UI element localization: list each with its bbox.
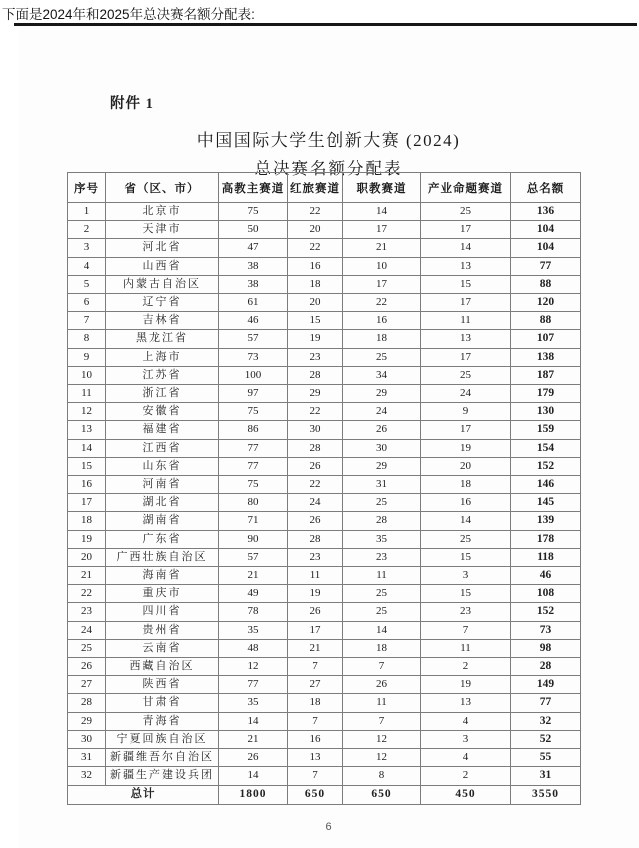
value-cell: 15: [421, 585, 511, 603]
province-cell: 上海市: [106, 348, 219, 366]
value-cell: 26: [288, 457, 343, 475]
province-cell: 海南省: [106, 567, 219, 585]
value-cell: 6: [68, 294, 106, 312]
document-title: 中国国际大学生创新大赛 (2024): [196, 131, 461, 150]
value-cell: 28: [68, 694, 106, 712]
value-cell: 24: [68, 621, 106, 639]
value-cell: 20: [288, 221, 343, 239]
value-cell: 38: [219, 257, 288, 275]
value-cell: 152: [511, 457, 581, 475]
header-cell: 序号: [68, 173, 106, 203]
value-cell: 32: [68, 767, 106, 785]
value-cell: 7: [343, 658, 421, 676]
value-cell: 24: [421, 385, 511, 403]
value-cell: 26: [288, 512, 343, 530]
province-cell: 北京市: [106, 203, 219, 221]
table-row: [68, 767, 581, 785]
value-cell: 18: [288, 694, 343, 712]
value-cell: 23: [68, 603, 106, 621]
value-cell: 18: [68, 512, 106, 530]
value-cell: 29: [343, 385, 421, 403]
value-cell: 130: [511, 403, 581, 421]
value-cell: 9: [68, 348, 106, 366]
value-cell: 13: [421, 330, 511, 348]
top-caption-bar: [0, 0, 639, 26]
value-cell: 38: [219, 275, 288, 293]
table-row: [68, 221, 581, 239]
province-cell: 天津市: [106, 221, 219, 239]
value-cell: 21: [219, 730, 288, 748]
value-cell: 23: [288, 348, 343, 366]
value-cell: 35: [219, 694, 288, 712]
value-cell: 18: [343, 330, 421, 348]
value-cell: 11: [288, 567, 343, 585]
attachment-label: 附件 1: [110, 96, 154, 112]
province-cell: 云南省: [106, 639, 219, 657]
value-cell: 149: [511, 676, 581, 694]
value-cell: 3: [421, 730, 511, 748]
value-cell: 26: [219, 749, 288, 767]
value-cell: 139: [511, 512, 581, 530]
value-cell: 78: [219, 603, 288, 621]
table-row: [68, 257, 581, 275]
value-cell: 18: [343, 639, 421, 657]
table-row: [68, 548, 581, 566]
value-cell: 50: [219, 221, 288, 239]
table-row: [68, 512, 581, 530]
value-cell: 12: [219, 658, 288, 676]
value-cell: 12: [343, 730, 421, 748]
value-cell: 97: [219, 385, 288, 403]
value-cell: 14: [421, 239, 511, 257]
province-cell: 四川省: [106, 603, 219, 621]
value-cell: 7: [288, 658, 343, 676]
value-cell: 77: [219, 457, 288, 475]
province-cell: 江苏省: [106, 366, 219, 384]
value-cell: 7: [343, 712, 421, 730]
table-row: [68, 639, 581, 657]
table-row: [68, 530, 581, 548]
value-cell: 15: [288, 312, 343, 330]
value-cell: 12: [68, 403, 106, 421]
value-cell: 104: [511, 239, 581, 257]
value-cell: 4: [421, 749, 511, 767]
quota-allocation-table: [67, 172, 581, 805]
table-row: [68, 694, 581, 712]
value-cell: 152: [511, 603, 581, 621]
value-cell: 22: [288, 403, 343, 421]
value-cell: 17: [288, 621, 343, 639]
total-value-cell: 450: [421, 785, 511, 804]
table-row: [68, 403, 581, 421]
value-cell: 13: [68, 421, 106, 439]
value-cell: 28: [288, 530, 343, 548]
table-row: [68, 621, 581, 639]
province-cell: 贵州省: [106, 621, 219, 639]
value-cell: 100: [219, 366, 288, 384]
value-cell: 75: [219, 476, 288, 494]
value-cell: 21: [219, 567, 288, 585]
value-cell: 14: [343, 203, 421, 221]
province-cell: 浙江省: [106, 385, 219, 403]
value-cell: 18: [288, 275, 343, 293]
value-cell: 25: [343, 348, 421, 366]
value-cell: 75: [219, 403, 288, 421]
value-cell: 14: [421, 512, 511, 530]
document-subtitle: 总决赛名额分配表: [254, 159, 403, 178]
value-cell: 17: [343, 221, 421, 239]
value-cell: 77: [511, 694, 581, 712]
value-cell: 55: [511, 749, 581, 767]
value-cell: 90: [219, 530, 288, 548]
value-cell: 80: [219, 494, 288, 512]
province-cell: 新疆维吾尔自治区: [106, 749, 219, 767]
value-cell: 11: [421, 312, 511, 330]
table-row: [68, 567, 581, 585]
value-cell: 52: [511, 730, 581, 748]
value-cell: 25: [68, 639, 106, 657]
value-cell: 77: [511, 257, 581, 275]
value-cell: 77: [219, 439, 288, 457]
table-row: [68, 348, 581, 366]
value-cell: 28: [343, 512, 421, 530]
table-row: [68, 203, 581, 221]
value-cell: 75: [219, 203, 288, 221]
table-row: [68, 603, 581, 621]
value-cell: 146: [511, 476, 581, 494]
value-cell: 29: [68, 712, 106, 730]
value-cell: 29: [343, 457, 421, 475]
caption-text: 下面是2024年和2025年总决赛名额分配表:: [2, 7, 255, 22]
value-cell: 88: [511, 275, 581, 293]
value-cell: 31: [511, 767, 581, 785]
province-cell: 陕西省: [106, 676, 219, 694]
table-row: [68, 239, 581, 257]
value-cell: 20: [68, 548, 106, 566]
province-cell: 宁夏回族自治区: [106, 730, 219, 748]
table-row: [68, 385, 581, 403]
value-cell: 25: [421, 530, 511, 548]
value-cell: 3: [68, 239, 106, 257]
value-cell: 2: [421, 767, 511, 785]
value-cell: 86: [219, 421, 288, 439]
table-row: [68, 439, 581, 457]
value-cell: 32: [511, 712, 581, 730]
value-cell: 16: [343, 312, 421, 330]
value-cell: 26: [343, 421, 421, 439]
value-cell: 22: [288, 239, 343, 257]
table-row: [68, 730, 581, 748]
value-cell: 25: [421, 366, 511, 384]
province-cell: 广东省: [106, 530, 219, 548]
header-cell: 产业命题赛道: [421, 173, 511, 203]
value-cell: 30: [343, 439, 421, 457]
value-cell: 12: [343, 749, 421, 767]
value-cell: 71: [219, 512, 288, 530]
table-row: [68, 712, 581, 730]
value-cell: 154: [511, 439, 581, 457]
header-row: [68, 173, 581, 203]
value-cell: 10: [68, 366, 106, 384]
value-cell: 10: [343, 257, 421, 275]
value-cell: 46: [219, 312, 288, 330]
province-cell: 甘肃省: [106, 694, 219, 712]
page-number: 6: [325, 821, 332, 833]
value-cell: 46: [511, 567, 581, 585]
total-row: [68, 785, 581, 804]
province-cell: 湖南省: [106, 512, 219, 530]
value-cell: 178: [511, 530, 581, 548]
value-cell: 25: [421, 203, 511, 221]
value-cell: 28: [511, 658, 581, 676]
table-row: [68, 476, 581, 494]
header-cell: 省（区、市）: [106, 173, 219, 203]
province-cell: 吉林省: [106, 312, 219, 330]
table-row: [68, 658, 581, 676]
value-cell: 73: [511, 621, 581, 639]
value-cell: 15: [421, 548, 511, 566]
value-cell: 19: [288, 585, 343, 603]
header-cell: 高教主赛道: [219, 173, 288, 203]
value-cell: 21: [68, 567, 106, 585]
value-cell: 25: [343, 603, 421, 621]
province-cell: 河南省: [106, 476, 219, 494]
province-cell: 西藏自治区: [106, 658, 219, 676]
value-cell: 16: [68, 476, 106, 494]
province-cell: 青海省: [106, 712, 219, 730]
value-cell: 20: [421, 457, 511, 475]
value-cell: 179: [511, 385, 581, 403]
value-cell: 145: [511, 494, 581, 512]
value-cell: 61: [219, 294, 288, 312]
value-cell: 77: [219, 676, 288, 694]
value-cell: 7: [288, 712, 343, 730]
value-cell: 21: [288, 639, 343, 657]
value-cell: 27: [68, 676, 106, 694]
value-cell: 47: [219, 239, 288, 257]
value-cell: 13: [421, 694, 511, 712]
province-cell: 辽宁省: [106, 294, 219, 312]
province-cell: 安徽省: [106, 403, 219, 421]
value-cell: 7: [288, 767, 343, 785]
value-cell: 21: [343, 239, 421, 257]
value-cell: 17: [421, 294, 511, 312]
value-cell: 24: [288, 494, 343, 512]
value-cell: 2: [421, 658, 511, 676]
province-cell: 福建省: [106, 421, 219, 439]
province-cell: 黑龙江省: [106, 330, 219, 348]
value-cell: 17: [421, 221, 511, 239]
table-row: [68, 312, 581, 330]
value-cell: 15: [68, 457, 106, 475]
value-cell: 187: [511, 366, 581, 384]
value-cell: 26: [68, 658, 106, 676]
value-cell: 15: [421, 275, 511, 293]
value-cell: 17: [421, 348, 511, 366]
value-cell: 49: [219, 585, 288, 603]
table-body: [68, 203, 581, 805]
value-cell: 35: [219, 621, 288, 639]
table-row: [68, 275, 581, 293]
table-row: [68, 421, 581, 439]
header-cell: 职教赛道: [343, 173, 421, 203]
value-cell: 5: [68, 275, 106, 293]
value-cell: 9: [421, 403, 511, 421]
header-cell: 红旅赛道: [288, 173, 343, 203]
value-cell: 23: [288, 548, 343, 566]
value-cell: 11: [68, 385, 106, 403]
value-cell: 138: [511, 348, 581, 366]
value-cell: 107: [511, 330, 581, 348]
value-cell: 16: [421, 494, 511, 512]
value-cell: 31: [343, 476, 421, 494]
value-cell: 14: [343, 621, 421, 639]
table-row: [68, 494, 581, 512]
value-cell: 118: [511, 548, 581, 566]
total-value-cell: 650: [343, 785, 421, 804]
value-cell: 13: [421, 257, 511, 275]
value-cell: 35: [343, 530, 421, 548]
value-cell: 14: [68, 439, 106, 457]
total-value-cell: 650: [288, 785, 343, 804]
value-cell: 108: [511, 585, 581, 603]
total-value-cell: 3550: [511, 785, 581, 804]
table-row: [68, 366, 581, 384]
value-cell: 26: [343, 676, 421, 694]
table-row: [68, 330, 581, 348]
value-cell: 159: [511, 421, 581, 439]
table-row: [68, 457, 581, 475]
value-cell: 28: [288, 366, 343, 384]
value-cell: 11: [343, 567, 421, 585]
value-cell: 23: [343, 548, 421, 566]
province-cell: 内蒙古自治区: [106, 275, 219, 293]
value-cell: 27: [288, 676, 343, 694]
header-cell: 总名额: [511, 173, 581, 203]
value-cell: 22: [288, 476, 343, 494]
value-cell: 23: [421, 603, 511, 621]
value-cell: 19: [288, 330, 343, 348]
table-row: [68, 585, 581, 603]
value-cell: 30: [68, 730, 106, 748]
value-cell: 3: [421, 567, 511, 585]
value-cell: 18: [421, 476, 511, 494]
table-row: [68, 676, 581, 694]
value-cell: 14: [219, 767, 288, 785]
value-cell: 19: [421, 676, 511, 694]
value-cell: 16: [288, 257, 343, 275]
value-cell: 4: [68, 257, 106, 275]
value-cell: 11: [421, 639, 511, 657]
value-cell: 17: [421, 421, 511, 439]
value-cell: 22: [288, 203, 343, 221]
value-cell: 25: [343, 494, 421, 512]
value-cell: 136: [511, 203, 581, 221]
total-value-cell: 1800: [219, 785, 288, 804]
value-cell: 26: [288, 603, 343, 621]
value-cell: 88: [511, 312, 581, 330]
value-cell: 28: [288, 439, 343, 457]
value-cell: 98: [511, 639, 581, 657]
value-cell: 73: [219, 348, 288, 366]
value-cell: 25: [343, 585, 421, 603]
table-row: [68, 294, 581, 312]
province-cell: 河北省: [106, 239, 219, 257]
province-cell: 广西壮族自治区: [106, 548, 219, 566]
value-cell: 16: [288, 730, 343, 748]
value-cell: 1: [68, 203, 106, 221]
table-row: [68, 749, 581, 767]
value-cell: 29: [288, 385, 343, 403]
value-cell: 17: [68, 494, 106, 512]
province-cell: 湖北省: [106, 494, 219, 512]
value-cell: 11: [343, 694, 421, 712]
value-cell: 13: [288, 749, 343, 767]
province-cell: 山东省: [106, 457, 219, 475]
value-cell: 19: [421, 439, 511, 457]
value-cell: 57: [219, 548, 288, 566]
value-cell: 24: [343, 403, 421, 421]
total-label-cell: 总计: [68, 785, 219, 804]
value-cell: 120: [511, 294, 581, 312]
value-cell: 7: [421, 621, 511, 639]
value-cell: 22: [68, 585, 106, 603]
value-cell: 2: [68, 221, 106, 239]
value-cell: 8: [343, 767, 421, 785]
value-cell: 22: [343, 294, 421, 312]
value-cell: 30: [288, 421, 343, 439]
value-cell: 20: [288, 294, 343, 312]
document-page: [18, 26, 639, 848]
value-cell: 104: [511, 221, 581, 239]
value-cell: 34: [343, 366, 421, 384]
province-cell: 重庆市: [106, 585, 219, 603]
value-cell: 14: [219, 712, 288, 730]
value-cell: 7: [68, 312, 106, 330]
province-cell: 新疆生产建设兵团: [106, 767, 219, 785]
value-cell: 17: [343, 275, 421, 293]
value-cell: 57: [219, 330, 288, 348]
value-cell: 31: [68, 749, 106, 767]
value-cell: 19: [68, 530, 106, 548]
value-cell: 48: [219, 639, 288, 657]
province-cell: 江西省: [106, 439, 219, 457]
province-cell: 山西省: [106, 257, 219, 275]
value-cell: 4: [421, 712, 511, 730]
value-cell: 8: [68, 330, 106, 348]
